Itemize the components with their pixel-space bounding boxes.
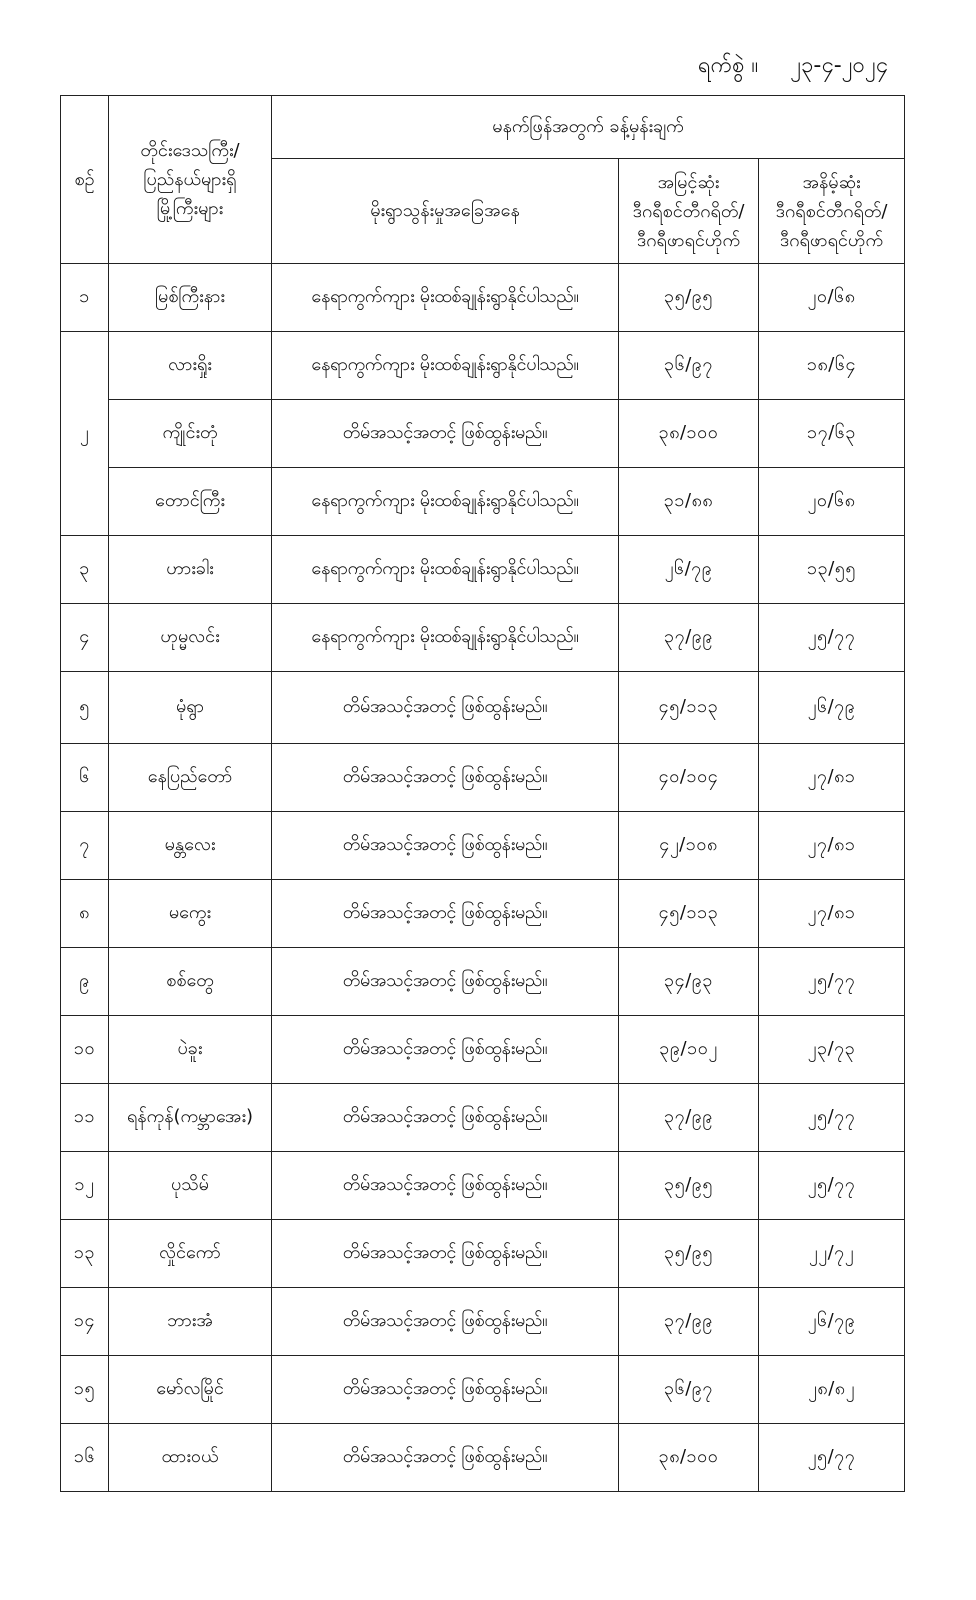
row-number: ၅ — [61, 672, 109, 744]
city-name: လားရှိုး — [109, 332, 272, 400]
max-temp: ၃၈/၁၀၀ — [619, 400, 759, 468]
row-number: ၁၅ — [61, 1356, 109, 1424]
city-name: လှိုင်ကော် — [109, 1220, 272, 1288]
city-name: ဘားအံ — [109, 1288, 272, 1356]
city-name: ထားဝယ် — [109, 1424, 272, 1492]
table-row — [61, 1220, 905, 1288]
rain-condition: တိမ်အသင့်အတင့် ဖြစ်ထွန်းမည်။ — [272, 1356, 619, 1424]
rain-condition: တိမ်အသင့်အတင့် ဖြစ်ထွန်းမည်။ — [272, 744, 619, 812]
max-temp: ၄၅/၁၁၃ — [619, 672, 759, 744]
max-temp: ၃၉/၁၀၂ — [619, 1016, 759, 1084]
forecast-body — [61, 264, 905, 1492]
row-number: ၁၀ — [61, 1016, 109, 1084]
city-name: ရန်ကုန်(ကမ္ဘာအေး) — [109, 1084, 272, 1152]
min-temp: ၂၆/၇၉ — [759, 672, 905, 744]
table-row — [61, 1356, 905, 1424]
table-row — [61, 400, 905, 468]
rain-condition: တိမ်အသင့်အတင့် ဖြစ်ထွန်းမည်။ — [272, 880, 619, 948]
city-name: မော်လမြိုင် — [109, 1356, 272, 1424]
table-row — [61, 744, 905, 812]
min-temp: ၂၇/၈၁ — [759, 812, 905, 880]
table-row — [61, 880, 905, 948]
city-name: ပဲခူး — [109, 1016, 272, 1084]
table-row — [61, 264, 905, 332]
row-number: ၈ — [61, 880, 109, 948]
max-temp: ၂၆/၇၉ — [619, 536, 759, 604]
table-row — [61, 1424, 905, 1492]
max-temp: ၄၀/၁၀၄ — [619, 744, 759, 812]
city-name: ကျိုင်းတုံ — [109, 400, 272, 468]
min-temp: ၂၅/၇၇ — [759, 1424, 905, 1492]
min-temp: ၁၈/၆၄ — [759, 332, 905, 400]
row-number: ၃ — [61, 536, 109, 604]
table-row — [61, 1288, 905, 1356]
row-number: ၁ — [61, 264, 109, 332]
rain-condition: တိမ်အသင့်အတင့် ဖြစ်ထွန်းမည်။ — [272, 1016, 619, 1084]
max-temp: ၄၅/၁၁၃ — [619, 880, 759, 948]
min-temp: ၁၇/၆၃ — [759, 400, 905, 468]
city-name: ဟားခါး — [109, 536, 272, 604]
rain-condition: နေရာကွက်ကျား မိုးထစ်ချုန်းရွာနိုင်ပါသည်။ — [272, 332, 619, 400]
row-number: ၂ — [61, 332, 109, 536]
city-name: စစ်တွေ — [109, 948, 272, 1016]
max-temp: ၃၇/၉၉ — [619, 604, 759, 672]
col-header-no: စဉ် — [61, 96, 109, 264]
rain-condition: နေရာကွက်ကျား မိုးထစ်ချုန်းရွာနိုင်ပါသည်။ — [272, 264, 619, 332]
row-number: ၇ — [61, 812, 109, 880]
row-number: ၆ — [61, 744, 109, 812]
rain-condition: တိမ်အသင့်အတင့် ဖြစ်ထွန်းမည်။ — [272, 672, 619, 744]
table-row — [61, 604, 905, 672]
forecast-table — [60, 95, 905, 1492]
min-temp: ၂၀/၆၈ — [759, 264, 905, 332]
min-temp: ၂၅/၇၇ — [759, 604, 905, 672]
rain-condition: နေရာကွက်ကျား မိုးထစ်ချုန်းရွာနိုင်ပါသည်။ — [272, 604, 619, 672]
city-name: ဟုမ္မလင်း — [109, 604, 272, 672]
city-name: မကွေး — [109, 880, 272, 948]
col-header-forecast-group: မနက်ဖြန်အတွက် ခန့်မှန်းချက် — [272, 96, 905, 159]
table-row — [61, 468, 905, 536]
row-number: ၁၄ — [61, 1288, 109, 1356]
max-temp: ၃၁/၈၈ — [619, 468, 759, 536]
table-row — [61, 536, 905, 604]
min-temp: ၂၅/၇၇ — [759, 1084, 905, 1152]
col-header-min-temp: အနိမ့်ဆုံး ဒီဂရီစင်တီဂရိတ်/ ဒီဂရီဖာရင်ဟိုက် — [759, 159, 905, 264]
city-name: မန္တလေး — [109, 812, 272, 880]
row-number: ၉ — [61, 948, 109, 1016]
col-header-condition: မိုးရွာသွန်းမှုအခြေအနေ — [272, 159, 619, 264]
col-header-max-temp: အမြင့်ဆုံး ဒီဂရီစင်တီဂရိတ်/ ဒီဂရီဖာရင်ဟိုက် — [619, 159, 759, 264]
row-number: ၁၆ — [61, 1424, 109, 1492]
min-temp: ၂၇/၈၁ — [759, 880, 905, 948]
max-temp: ၃၅/၉၅ — [619, 1152, 759, 1220]
table-row — [61, 1016, 905, 1084]
rain-condition: နေရာကွက်ကျား မိုးထစ်ချုန်းရွာနိုင်ပါသည်။ — [272, 468, 619, 536]
max-temp: ၃၄/၉၃ — [619, 948, 759, 1016]
table-row — [61, 1152, 905, 1220]
row-number: ၁၃ — [61, 1220, 109, 1288]
rain-condition: တိမ်အသင့်အတင့် ဖြစ်ထွန်းမည်။ — [272, 1288, 619, 1356]
max-temp: ၃၅/၉၅ — [619, 1220, 759, 1288]
city-name: ပုသိမ် — [109, 1152, 272, 1220]
city-name: မုံရွာ — [109, 672, 272, 744]
row-number: ၄ — [61, 604, 109, 672]
max-temp: ၄၂/၁၀၈ — [619, 812, 759, 880]
row-number: ၁၂ — [61, 1152, 109, 1220]
min-temp: ၂၃/၇၃ — [759, 1016, 905, 1084]
col-header-district: တိုင်းဒေသကြီး/ ပြည်နယ်များရှိ မြို့ကြီးများ — [109, 96, 272, 264]
rain-condition: တိမ်အသင့်အတင့် ဖြစ်ထွန်းမည်။ — [272, 1424, 619, 1492]
max-temp: ၃၆/၉၇ — [619, 332, 759, 400]
min-temp: ၂၅/၇၇ — [759, 1152, 905, 1220]
date-label: ရက်စွဲ ။ — [698, 53, 759, 78]
rain-condition: တိမ်အသင့်အတင့် ဖြစ်ထွန်းမည်။ — [272, 400, 619, 468]
min-temp: ၁၃/၅၅ — [759, 536, 905, 604]
date-line — [698, 50, 888, 83]
min-temp: ၂၅/၇၇ — [759, 948, 905, 1016]
table-row — [61, 672, 905, 744]
table-row — [61, 1084, 905, 1152]
rain-condition: တိမ်အသင့်အတင့် ဖြစ်ထွန်းမည်။ — [272, 1084, 619, 1152]
max-temp: ၃၇/၉၉ — [619, 1084, 759, 1152]
rain-condition: တိမ်အသင့်အတင့် ဖြစ်ထွန်းမည်။ — [272, 812, 619, 880]
city-name: တောင်ကြီး — [109, 468, 272, 536]
min-temp: ၂၂/၇၂ — [759, 1220, 905, 1288]
rain-condition: နေရာကွက်ကျား မိုးထစ်ချုန်းရွာနိုင်ပါသည်။ — [272, 536, 619, 604]
city-name: နေပြည်တော် — [109, 744, 272, 812]
min-temp: ၂၈/၈၂ — [759, 1356, 905, 1424]
date-value: ၂၃-၄-၂၀၂၄ — [790, 53, 888, 78]
rain-condition: တိမ်အသင့်အတင့် ဖြစ်ထွန်းမည်။ — [272, 948, 619, 1016]
rain-condition: တိမ်အသင့်အတင့် ဖြစ်ထွန်းမည်။ — [272, 1220, 619, 1288]
max-temp: ၃၆/၉၇ — [619, 1356, 759, 1424]
max-temp: ၃၅/၉၅ — [619, 264, 759, 332]
min-temp: ၂၀/၆၈ — [759, 468, 905, 536]
city-name: မြစ်ကြီးနား — [109, 264, 272, 332]
table-row — [61, 948, 905, 1016]
min-temp: ၂၇/၈၁ — [759, 744, 905, 812]
table-row — [61, 332, 905, 400]
max-temp: ၃၇/၉၉ — [619, 1288, 759, 1356]
min-temp: ၂၆/၇၉ — [759, 1288, 905, 1356]
table-row — [61, 812, 905, 880]
rain-condition: တိမ်အသင့်အတင့် ဖြစ်ထွန်းမည်။ — [272, 1152, 619, 1220]
row-number: ၁၁ — [61, 1084, 109, 1152]
max-temp: ၃၈/၁၀၀ — [619, 1424, 759, 1492]
